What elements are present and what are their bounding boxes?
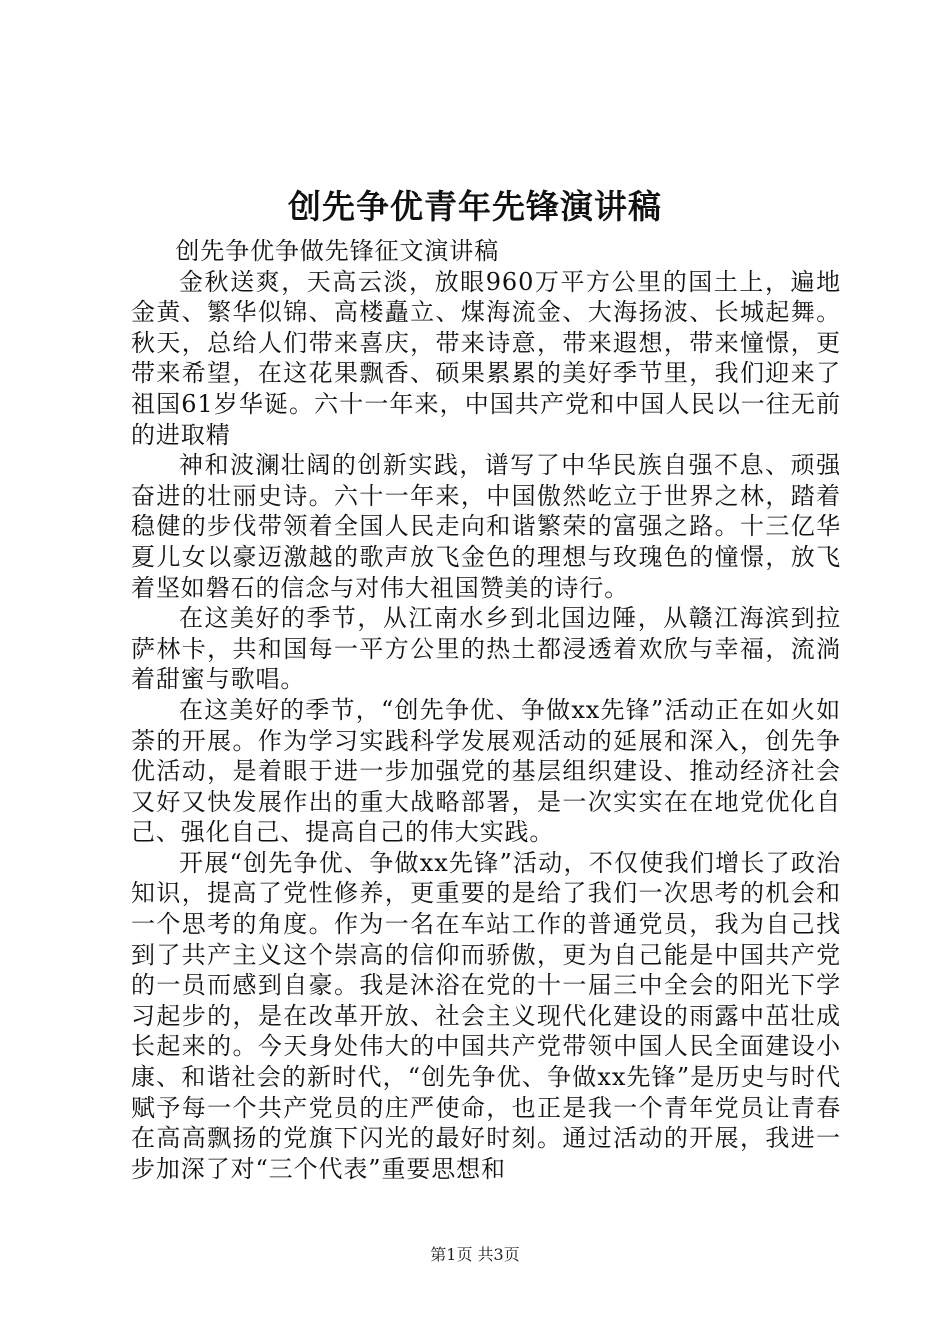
essay-subtitle: 创先争优争做先锋征文演讲稿 xyxy=(175,237,500,265)
document-body xyxy=(131,236,841,1184)
paragraph: 在这美好的季节，从江南水乡到北国边陲，从赣江海滨到拉萨林卡，共和国每一平方公里的热土都浸透着欢欣与幸福，流淌着甜蜜与歌唱。 xyxy=(131,604,841,694)
paragraph: 开展“创先争优、争做xx先锋”活动，不仅使我们增长了政治知识，提高了党性修养，更重要的是给了我们一次思考的机会和一个思考的角度。作为一名在车站工作的普通党员，我为自己找到了共产主义这个崇高的信仰而骄傲，更为自己能是中国共产党的一员而感到自豪。我是沐浴在党的十一届三中全会的阳光下学习起步的，是在改革开放、社会主义现代化建设的雨露中茁壮成长起来的。今天身处伟大的中国共产党带领中国人民全面建设小康、和谐社会的新时代，“创先争优、争做xx先锋”是历史与时代赋予每一个共产党员的庄严使命，也正是我一个青年党员让青春在高高飘扬的党旗下闪光的最好时刻。通过活动的开展，我进一步加深了对“三个代表”重要思想和 xyxy=(131,848,841,1183)
paragraph: 在这美好的季节，“创先争优、争做xx先锋”活动正在如火如荼的开展。作为学习实践科学发展观活动的延展和深入，创先争优活动，是着眼于进一步加强党的基层组织建设、推动经济社会又好又快发展作出的重大战略部署，是一次实实在在地党优化自己、强化自己、提高自己的伟大实践。 xyxy=(131,695,841,847)
page-number-footer: 第1页 共3页 xyxy=(430,1245,520,1264)
paragraph: 神和波澜壮阔的创新实践，谱写了中华民族自强不息、顽强奋进的壮丽史诗。六十一年来，中国傲然屹立于世界之林，踏着稳健的步伐带领着全国人民走向和谐繁荣的富强之路。十三亿华夏儿女以豪迈激越的歌声放飞金色的理想与玫瑰色的憧憬，放飞着坚如磐石的信念与对伟大祖国赞美的诗行。 xyxy=(131,451,841,602)
document-title: 创先争优青年先锋演讲稿 xyxy=(288,187,662,226)
paragraph: 金秋送爽，天高云淡，放眼960万平方公里的国土上，遍地金黄、繁华似锦、高楼矗立、煤海流金、大海扬波、长城起舞。秋天，总给人们带来喜庆，带来诗意，带来遐想，带来憧憬，更带来希望，在这花果飘香、硕果累累的美好季节里，我们迎来了祖国61岁华诞。六十一年来，中国共产党和中国人民以一往无前的进取精 xyxy=(131,267,841,449)
